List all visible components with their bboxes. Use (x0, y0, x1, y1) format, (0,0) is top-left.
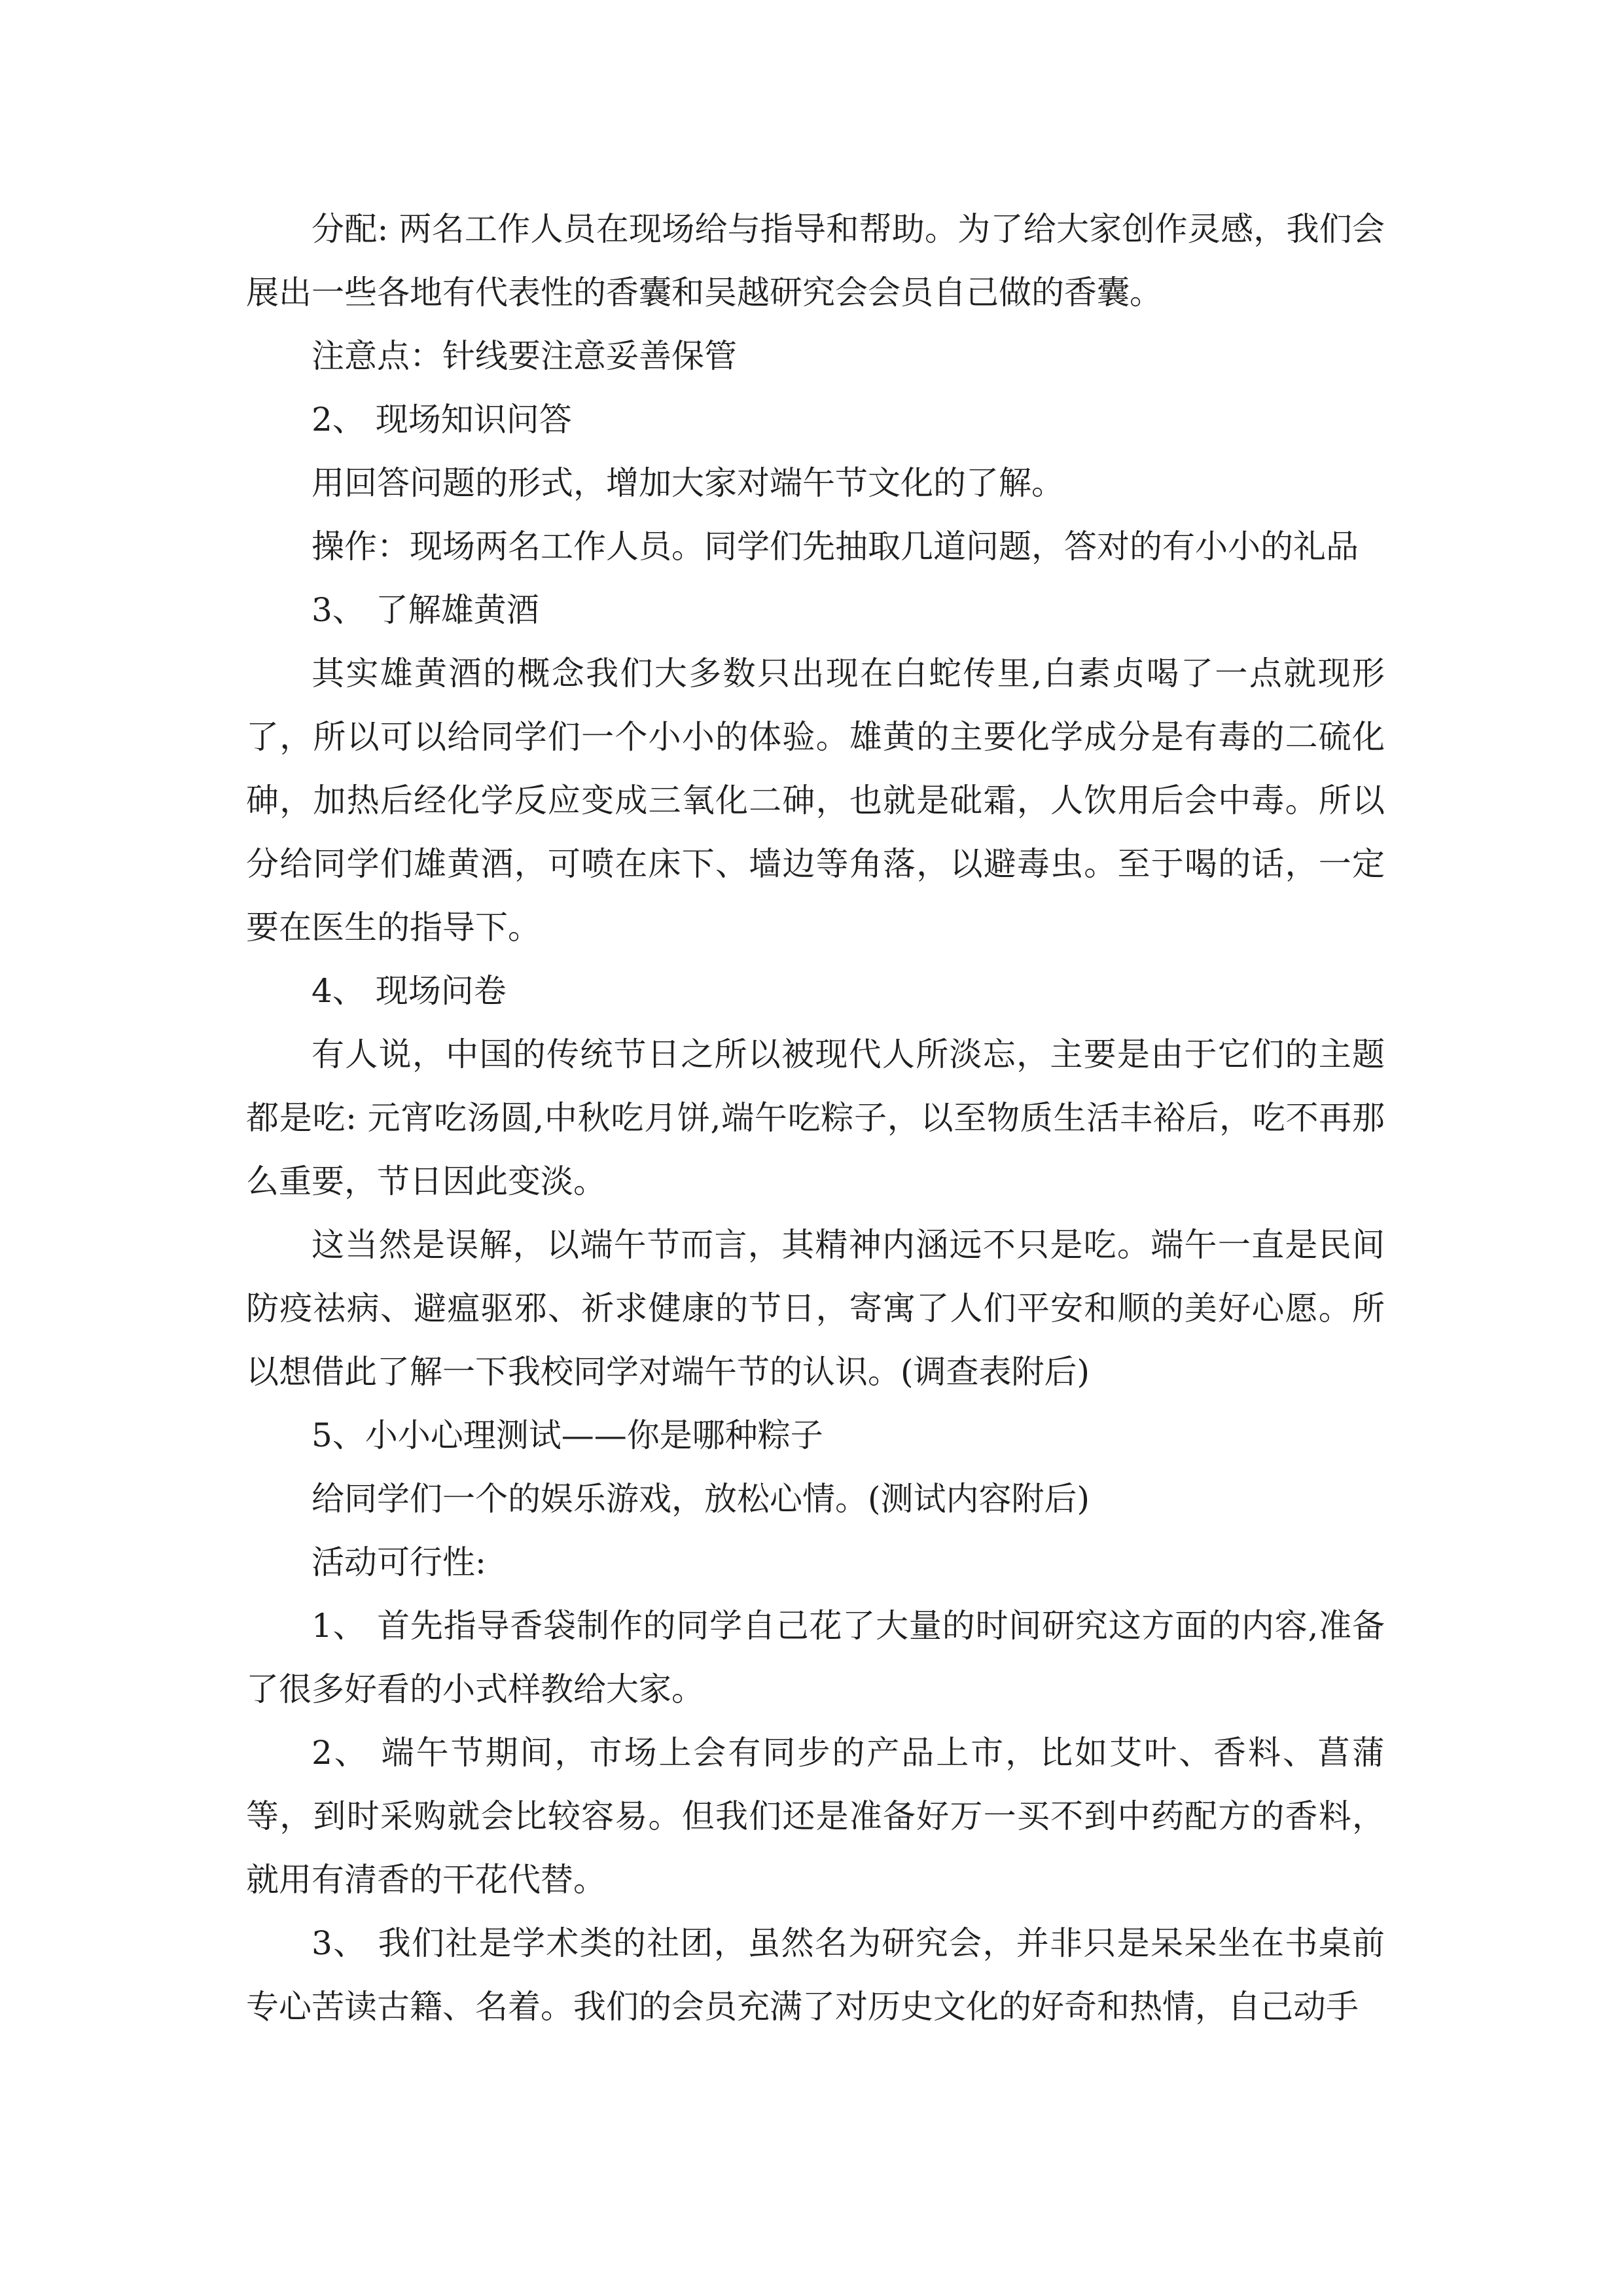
heading-realgar-wine: 3、 了解雄黄酒 (312, 591, 539, 629)
heading-questionnaire: 4、 现场问卷 (312, 972, 507, 1010)
paragraph-quiz-format: 用回答问题的形式，增加大家对端午节文化的了解。 (312, 464, 1064, 502)
heading-psych-test: 5、小小心理测试——你是哪种粽子 (312, 1416, 823, 1454)
paragraph-realgar-wine: 其实雄黄酒的概念我们大多数只出现在白蛇传里,白素贞喝了一点就现形了，所以可以给同学们一个小小的体验。雄黄的主要化学成分是有毒的二硫化砷，加热后经化学反应变成三氧化二砷，也就是砒霜，人饮用后会中毒。所以分给同学们雄黄酒，可喷在床下、墙边等角落，以避毒虫。至于喝的话，一定要在医生的指导下。 (246, 655, 1385, 946)
paragraph-note: 注意点：针线要注意妥善保管 (312, 337, 737, 375)
paragraph-feasibility-2: 2、 端午节期间，市场上会有同步的产品上市，比如艾叶、香料、菖蒲等，到时采购就会比较容易。但我们还是准备好万一买不到中药配方的香料，就用有清香的干花代替。 (246, 1734, 1385, 1899)
paragraph-feasibility-3: 3、 我们社是学术类的社团，虽然名为研究会，并非只是呆呆坐在书桌前专心苦读古籍、名着。我们的会员充满了对历史文化的好奇和热情，自己动手 (246, 1924, 1385, 2026)
paragraph-distribution: 分配: 两名工作人员在现场给与指导和帮助。为了给大家创作灵感，我们会展出一些各地有代表性的香囊和吴越研究会会员自己做的香囊。 (246, 210, 1385, 312)
document-body (246, 198, 1385, 2039)
paragraph-psych-test: 给同学们一个的娱乐游戏，放松心情。(测试内容附后) (312, 1480, 1090, 1518)
paragraph-quiz-operation: 操作：现场两名工作人员。同学们先抽取几道问题，答对的有小小的礼品 (312, 528, 1359, 565)
heading-knowledge-quiz: 2、 现场知识问答 (312, 401, 572, 439)
paragraph-feasibility-1: 1、 首先指导香袋制作的同学自己花了大量的时间研究这方面的内容,准备了很多好看的小式样教给大家。 (246, 1607, 1385, 1708)
paragraph-questionnaire-purpose: 这当然是误解，以端午节而言，其精神内涵远不只是吃。端午一直是民间防疫祛病、避瘟驱邪、祈求健康的节日，寄寓了人们平安和顺的美好心愿。所以想借此了解一下我校同学对端午节的认识。(调查表附后) (246, 1226, 1385, 1391)
paragraph-questionnaire-intro: 有人说，中国的传统节日之所以被现代人所淡忘，主要是由于它们的主题都是吃: 元宵吃汤圆,中秋吃月饼,端午吃粽子，以至物质生活丰裕后，吃不再那么重要，节日因此变淡。 (246, 1035, 1385, 1200)
heading-feasibility: 活动可行性: (312, 1543, 486, 1581)
